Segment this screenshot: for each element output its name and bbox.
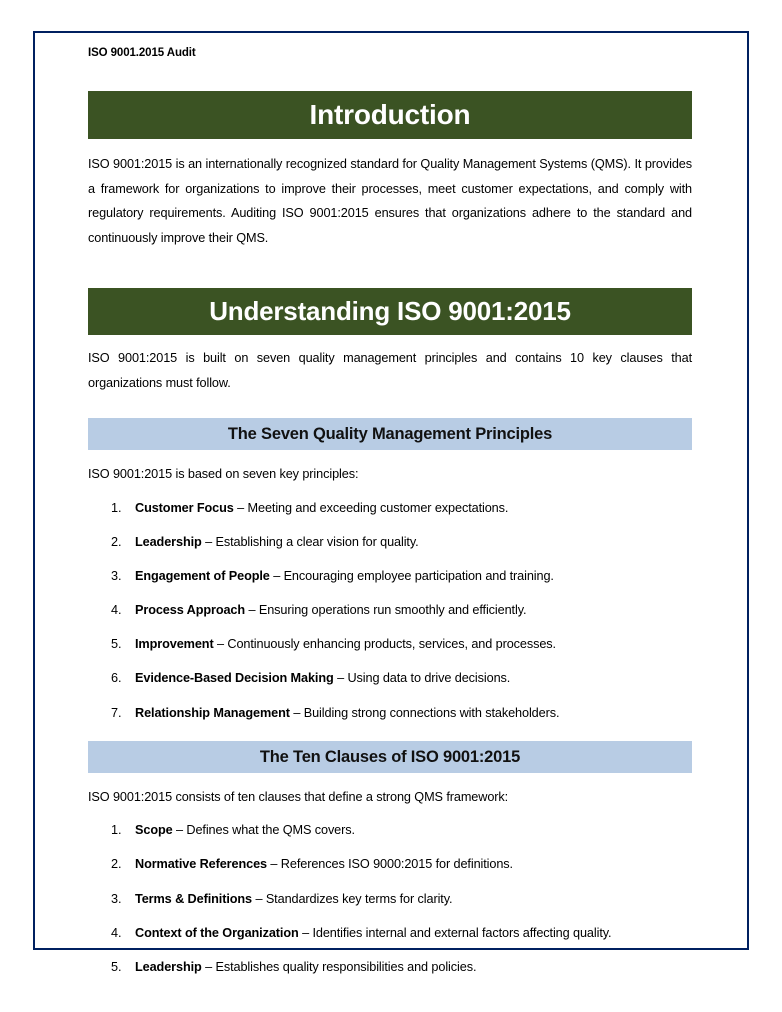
list-item <box>88 925 692 941</box>
list-item-desc: – Building strong connections with stakeholders. <box>289 705 560 720</box>
subsection-heading-principles: The Seven Quality Management Principles <box>88 418 692 450</box>
spacer <box>88 773 692 785</box>
list-item <box>88 534 692 550</box>
list-item-term: Context of the Organization <box>135 925 299 940</box>
list-item-desc: – Ensuring operations run smoothly and efficiently. <box>245 603 527 618</box>
list-item-desc: – Establishing a clear vision for quality. <box>201 534 419 549</box>
principles-list <box>88 500 692 721</box>
list-item-term: Scope <box>135 823 173 838</box>
list-item-desc: – References ISO 9000:2015 for definitions. <box>267 857 513 872</box>
list-item <box>88 822 692 838</box>
list-item-term: Process Approach <box>135 603 246 618</box>
list-item <box>88 856 692 872</box>
list-item-number: 3. <box>111 568 122 583</box>
list-item-term: Terms & Definitions <box>135 891 253 906</box>
list-item <box>88 670 692 686</box>
list-item-term: Leadership <box>135 959 202 974</box>
list-item-number: 1. <box>111 823 122 838</box>
list-item-term: Relationship Management <box>135 705 290 720</box>
section-heading-introduction: Introduction <box>88 91 692 139</box>
list-item-number: 7. <box>111 705 122 720</box>
subsection-heading-clauses: The Ten Clauses of ISO 9001:2015 <box>88 741 692 773</box>
list-item <box>88 959 692 975</box>
introduction-paragraph: ISO 9001:2015 is an internationally recognized standard for Quality Management Systems (QMS). It provides a framework for organizations to improve their processes, meet customer expectations, and comply with regulatory requirements. Auditing ISO 9001:2015 ensures that organizations adhere to the standard and continuously improve their QMS. <box>88 157 692 245</box>
list-item <box>88 500 692 516</box>
list-item-number: 4. <box>111 925 122 940</box>
list-item <box>88 602 692 618</box>
section-heading-understanding: Understanding ISO 9001:2015 <box>88 288 692 335</box>
clauses-list <box>88 822 692 975</box>
list-item-term: Improvement <box>135 637 214 652</box>
running-header: ISO 9001.2015 Audit <box>88 47 196 59</box>
list-item-number: 1. <box>111 500 122 515</box>
list-item-desc: – Continuously enhancing products, services, and processes. <box>213 637 556 652</box>
spacer <box>88 139 692 152</box>
list-item-number: 5. <box>111 637 122 652</box>
list-item-desc: – Identifies internal and external factors affecting quality. <box>298 925 612 940</box>
spacer <box>88 809 692 822</box>
list-item-number: 5. <box>111 959 122 974</box>
clauses-lead-in: ISO 9001:2015 consists of ten clauses that define a strong QMS framework: <box>88 789 509 804</box>
list-item-desc: – Encouraging employee participation and training. <box>269 568 554 583</box>
spacer <box>88 487 692 500</box>
spacer <box>88 395 692 418</box>
list-item-desc: – Defines what the QMS covers. <box>172 823 355 838</box>
understanding-paragraph: ISO 9001:2015 is built on seven quality management principles and contains 10 key clauses that organizations must follow. <box>88 351 692 390</box>
list-item <box>88 705 692 721</box>
list-item-desc: – Standardizes key terms for clarity. <box>252 891 453 906</box>
list-item-number: 3. <box>111 891 122 906</box>
list-item <box>88 636 692 652</box>
document-content <box>88 46 692 975</box>
list-item-term: Normative References <box>135 857 267 872</box>
list-item-number: 2. <box>111 534 122 549</box>
list-item-number: 2. <box>111 857 122 872</box>
list-item-term: Leadership <box>135 534 202 549</box>
list-item <box>88 568 692 584</box>
list-item-number: 6. <box>111 671 122 686</box>
list-item-number: 4. <box>111 603 122 618</box>
list-item-term: Evidence-Based Decision Making <box>135 671 334 686</box>
spacer <box>88 335 692 346</box>
list-item <box>88 891 692 907</box>
list-item-desc: – Using data to drive decisions. <box>333 671 511 686</box>
list-item-term: Engagement of People <box>135 568 270 583</box>
list-item-desc: – Establishes quality responsibilities and policies. <box>201 959 477 974</box>
list-item-desc: – Meeting and exceeding customer expectations. <box>233 500 509 515</box>
spacer <box>88 450 692 462</box>
principles-lead-in: ISO 9001:2015 is based on seven key principles: <box>88 467 359 481</box>
list-item-term: Customer Focus <box>135 500 234 515</box>
spacer <box>88 250 692 288</box>
spacer <box>88 721 692 741</box>
